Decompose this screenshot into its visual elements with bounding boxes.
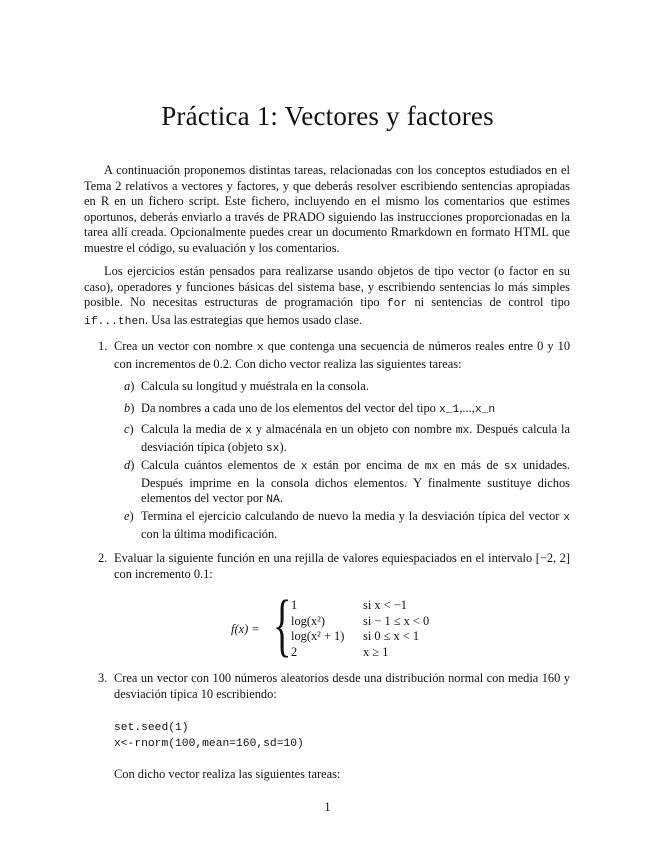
intro-text-2 [84,264,570,330]
left-brace: { [273,587,292,664]
list-item-text: Crea un vector con 100 números aleatorios desde una distribución normal con media 160 y desviación típica 10 escribiendo: [114,671,570,701]
list-number: 3. [98,671,108,685]
list-item-1 [84,339,570,372]
subitem-a [114,379,570,395]
item-1-text-b: que contenga una secuencia de números reales entre 0 y 10 con incrementos de 0.2. Con dicho vector realiza las siguientes tareas: [114,339,571,371]
subitem-b [114,401,570,419]
subitem-label: b) [124,401,135,415]
intro-text-2b: ni sentencias de control tipo [407,295,570,310]
subitem-e [114,509,570,542]
page-number: 1 [324,800,331,814]
list-item-3 [84,671,570,702]
subitem-label: d) [124,458,135,472]
intro-text-1: A continuación proponemos distintas tareas, relacionadas con los conceptos estudiados en el Tema 2 relativos a vectores y factores, y que deberás resolver escribiendo sentencias apropiadas en R en un fichero script. Este fichero, incluyendo en el mismo los comentarios que estimes oportunos, deberás enviarlo a través de PRADO siguiendo las instrucciones proporcionadas en la tarea allí creada. Opcionalmente puedes crear un documento Rmarkdown en formato HTML que muestre el código, su evaluación y los comentarios. [84,163,570,255]
subitem-label: c) [124,422,134,436]
list-number: 2. [98,551,108,565]
formula-lhs: f(x) = [231,622,260,636]
code-if-then: if...then [84,315,146,328]
intro-text-2c: . Usa las estrategias que hemos usado clase. [145,312,363,327]
list-item-2 [84,551,570,582]
subitem-text: Calcula cuántos elementos de x están por encima de mx en más de sx unidades. Después imprime en la consola dichos elementos. Y finalmente sustituye dichos elementos del vector por NA. [141,458,571,507]
list-item-text: Evaluar la siguiente función en una rejilla de valores equiespaciados en el intervalo [−2, 2] con incremento 0.1: [114,551,570,581]
code-for: for [386,298,408,311]
subitem-text: Calcula la media de x y almacénala en un objeto con nombre mx. Después calcula la desviación típica (objeto sx). [141,422,570,455]
page-title: Práctica 1: Vectores y factores [161,101,494,131]
code-x: x [256,342,264,354]
code-line: x<-rnorm(100,mean=160,sd=10) [114,737,304,750]
subitem-label: a) [124,379,135,393]
code-line: set.seed(1) [114,722,189,734]
intro-text-2a: Los ejercicios están pensados para realizarse usando objetos de tipo vector (o factor en su caso), operadores y funciones básicas del sistema base, y escribiendo sentencias lo más simples posible. No necesitas estructuras de programación tipo [84,264,570,310]
intro-paragraph-2 [84,264,570,330]
subitem-label: e) [124,509,134,523]
list-number: 1. [98,339,108,353]
item-1-text-a: Crea un vector con nombre [114,339,257,353]
list-item-text [114,339,570,372]
subitem-text: Da nombres a cada uno de los elementos del vector del tipo x_1,...,x_n [141,401,496,416]
closing-text: Con dicho vector realiza las siguientes tareas: [114,767,341,781]
subitem-text: Calcula su longitud y muéstrala en la consola. [141,379,369,393]
intro-paragraph-1 [84,163,570,257]
subitem-text: Termina el ejercicio calculando de nuevo la media y la desviación típica del vector x con la última modificación. [141,509,570,541]
document-page: Práctica 1: Vectores y factores A continuación proponemos distintas tareas, relacionadas con los conceptos estudiados en el Tema 2 relativos a vectores y factores, y que deberás resolver escribiendo sentencias apropiadas en R en un fichero script. Este fichero, incluyendo en el mismo los comentarios que estimes oportunos, deberás enviarlo a través de PRADO siguiendo las instrucciones proporcionadas en la tarea allí creada. Opcionalmente puedes crear un documento Rmarkdown en formato HTML que muestre el código, su evaluación y los comentarios. Los ejercicios están pensados para realizarse usando objetos de tipo vector (o factor en su caso), operadores y funciones básicas del sistema base, y escribiendo sentencias lo más simples posible. No necesitas estructuras de programación tipo for ni sentencias de control tipo if...then. Usa las estrategias que hemos usado clase. 1. Crea un vector con nombre x que contenga una secuencia de números reales entre 0 y 10 con incrementos de 0.2. Con dicho vector realiza las siguientes tareas: a) Calcula su longitud y muéstrala en la consola. b) Da nombres a cada uno de los elementos del vector del tipo x_1,...,x_n c) Calcula la media de x y almacénala en un objeto con nombre mx. Después calcula la desviación típica (objeto sx). d) Calcula cuántos elementos de x están por encima de mx en más de sx unidades. Después imprime en la consola dichos elementos. Y finalmente sustituye dichos elementos del vector por NA. e) Termina el ejercicio calculando de nuevo la media y la desviación típica del vector x con la última modificación. 2. Evaluar la siguiente función en una rejilla de valores equiespaciados en el intervalo [−2, 2] con incremento 0.1: f(x) = { 1 si x < −1 log(x²) si − 1 ≤ x < 0 log(x² + 1) si 0 ≤ x < 1 2 x ≥ 1 3. Crea un vector con 100 números aleatorios desde una distribución normal con media 160 y desviación típica 10 escribiendo: set.seed(1) x<-rnorm(100,mean=160,sd=10) Con dicho vector realiza las siguientes tareas: 1 [0,0,655,848]
subitem-c [114,422,570,457]
subitem-d [114,458,570,509]
code-block [114,721,304,752]
